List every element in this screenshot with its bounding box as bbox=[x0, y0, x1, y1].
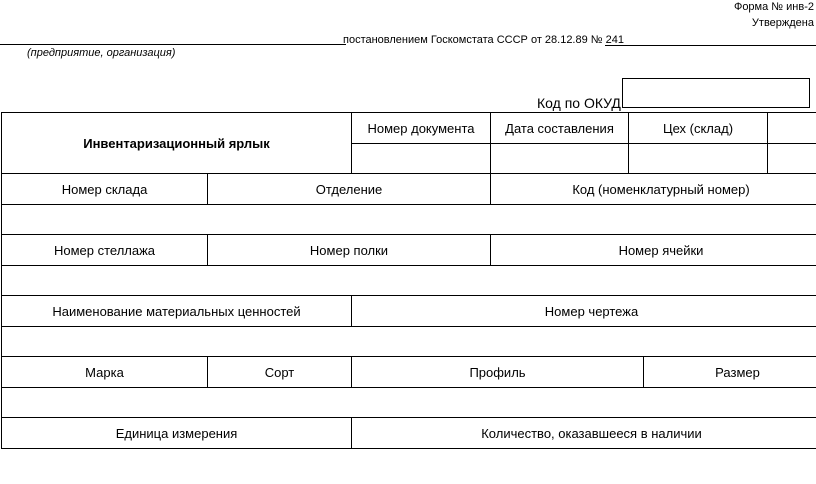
form-number: Форма № инв-2 bbox=[733, 1, 814, 13]
rack-number-label: Номер стеллажа bbox=[2, 235, 208, 266]
organization-caption: (предприятие, организация) bbox=[27, 47, 176, 59]
okud-code-field[interactable] bbox=[622, 78, 810, 108]
resolution-text: постановлением Госкомстата СССР от 28.12.89 № 241 bbox=[343, 34, 624, 46]
item-code-label: Код (номенклатурный номер) bbox=[491, 174, 816, 205]
storage-values-row[interactable] bbox=[2, 266, 816, 296]
resolution-underline bbox=[605, 45, 816, 46]
extra-field-cell[interactable] bbox=[768, 144, 816, 174]
approved-text: Утверждена bbox=[751, 17, 814, 29]
shelf-number-label: Номер полки bbox=[208, 235, 491, 266]
material-values-row[interactable] bbox=[2, 327, 816, 357]
document-number-field[interactable] bbox=[352, 144, 491, 174]
department-label: Отделение bbox=[208, 174, 491, 205]
warehouse-number-label: Номер склада bbox=[2, 174, 208, 205]
cell-number-label: Номер ячейки bbox=[491, 235, 816, 266]
label-title: Инвентаризационный ярлык bbox=[2, 113, 352, 174]
workshop-field[interactable] bbox=[629, 144, 768, 174]
sort-label: Сорт bbox=[208, 357, 352, 388]
warehouse-values-row[interactable] bbox=[2, 205, 816, 235]
profile-label: Профиль bbox=[352, 357, 644, 388]
organization-field[interactable] bbox=[0, 44, 346, 45]
drawing-number-label: Номер чертежа bbox=[352, 296, 816, 327]
material-name-label: Наименование материальных ценностей bbox=[2, 296, 352, 327]
date-header: Дата составления bbox=[491, 113, 629, 144]
document-number-header: Номер документа bbox=[352, 113, 491, 144]
size-label: Размер bbox=[644, 357, 816, 388]
quantity-label: Количество, оказавшееся в наличии bbox=[352, 418, 816, 449]
specification-values-row[interactable] bbox=[2, 388, 816, 418]
inventory-label-form bbox=[1, 112, 816, 449]
workshop-header: Цех (склад) bbox=[629, 113, 768, 144]
grade-label: Марка bbox=[2, 357, 208, 388]
unit-label: Единица измерения bbox=[2, 418, 352, 449]
date-field[interactable] bbox=[491, 144, 629, 174]
okud-label: Код по ОКУД bbox=[537, 95, 621, 111]
extra-header-cell bbox=[768, 113, 816, 144]
